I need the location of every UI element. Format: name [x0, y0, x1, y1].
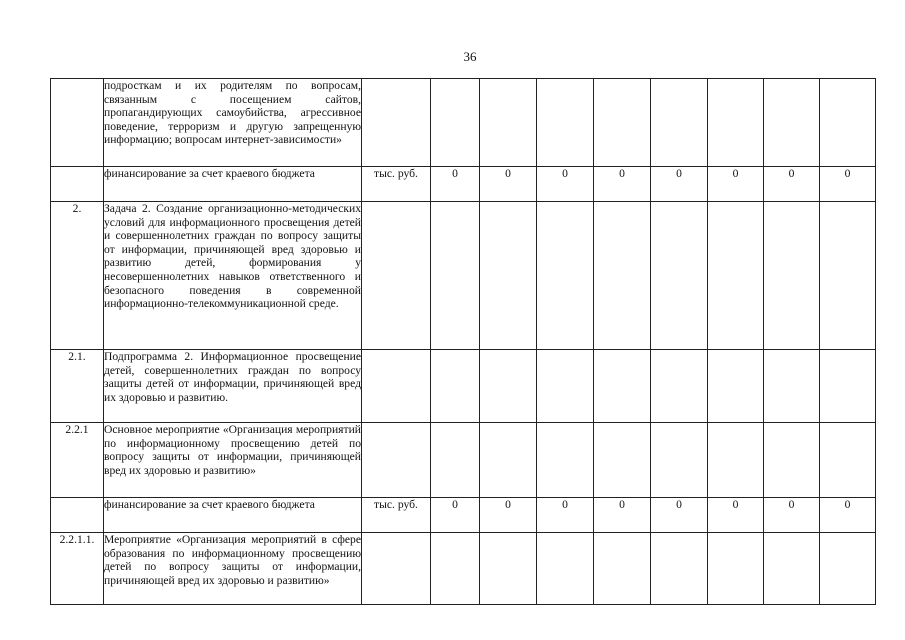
- value-cell: [764, 423, 820, 498]
- value-cell: [764, 350, 820, 423]
- value-cell: [764, 202, 820, 350]
- value-cell: [480, 423, 537, 498]
- value-cell: 0: [480, 167, 537, 202]
- table-row: [51, 423, 876, 498]
- value-cell: 0: [480, 498, 537, 533]
- table-row: [51, 350, 876, 423]
- value-cell: [820, 79, 876, 167]
- value-cell: [431, 79, 480, 167]
- value-cell: [480, 533, 537, 605]
- table-row: [51, 498, 876, 533]
- value-cell: 0: [594, 167, 651, 202]
- value-cell: 0: [651, 498, 708, 533]
- value-cell: [480, 350, 537, 423]
- value-cell: [820, 423, 876, 498]
- value-cell: [820, 533, 876, 605]
- value-cell: [594, 533, 651, 605]
- table-row: [51, 533, 876, 605]
- value-cell: [480, 202, 537, 350]
- value-cell: [537, 533, 594, 605]
- value-cell: [594, 79, 651, 167]
- value-cell: 0: [431, 167, 480, 202]
- value-cell: [651, 202, 708, 350]
- row-unit: [362, 202, 431, 350]
- value-cell: [708, 202, 764, 350]
- row-description: финансирование за счет краевого бюджета: [104, 167, 362, 202]
- value-cell: [537, 423, 594, 498]
- value-cell: [764, 79, 820, 167]
- value-cell: 0: [594, 498, 651, 533]
- row-unit: [362, 350, 431, 423]
- row-description: Основное мероприятие «Организация мероприятий по информационному просвещению детей по вопросу защиты от информации, причиняющей вред их здоровью и развитию»: [104, 423, 362, 498]
- value-cell: [594, 350, 651, 423]
- value-cell: [651, 79, 708, 167]
- value-cell: [431, 533, 480, 605]
- row-number: 2.2.1.1.: [51, 533, 104, 605]
- row-number: 2.: [51, 202, 104, 350]
- value-cell: [820, 202, 876, 350]
- value-cell: [431, 202, 480, 350]
- row-number: 2.1.: [51, 350, 104, 423]
- value-cell: 0: [651, 167, 708, 202]
- value-cell: [537, 202, 594, 350]
- row-unit: [362, 423, 431, 498]
- row-description: финансирование за счет краевого бюджета: [104, 498, 362, 533]
- value-cell: 0: [708, 498, 764, 533]
- value-cell: 0: [431, 498, 480, 533]
- value-cell: [708, 350, 764, 423]
- row-number: [51, 79, 104, 167]
- value-cell: [764, 533, 820, 605]
- value-cell: 0: [708, 167, 764, 202]
- value-cell: 0: [820, 498, 876, 533]
- row-description: подросткам и их родителям по вопросам, связанным с посещением сайтов, пропагандирующих самоубийства, агрессивное поведение, терроризм и другую запрещенную информацию; вопросам интернет-зависимости»: [104, 79, 362, 167]
- value-cell: [480, 79, 537, 167]
- value-cell: [651, 533, 708, 605]
- value-cell: [537, 79, 594, 167]
- value-cell: [431, 350, 480, 423]
- value-cell: [651, 350, 708, 423]
- page-number: 36: [463, 49, 477, 64]
- value-cell: [651, 423, 708, 498]
- table-row: [51, 79, 876, 167]
- table-row: [51, 202, 876, 350]
- table-row: [51, 167, 876, 202]
- value-cell: 0: [764, 498, 820, 533]
- row-number: [51, 167, 104, 202]
- program-table: [50, 78, 876, 605]
- row-description: Задача 2. Создание организационно-методических условий для информационного просвещения детей и совершеннолетних граждан по вопросу защиты от информации, причиняющей вред здоровью и развитию детей, формирования у несовершеннолетних навыков ответственного и безопасного поведения в современной информационно-телекоммуникационной среде.: [104, 202, 362, 350]
- value-cell: [820, 350, 876, 423]
- value-cell: [708, 423, 764, 498]
- row-description: Мероприятие «Организация мероприятий в сфере образования по информационному просвещению детей по вопросу защиты от информации, причиняющей вред их здоровью и развитию»: [104, 533, 362, 605]
- row-unit: [362, 533, 431, 605]
- row-description: Подпрограмма 2. Информационное просвещение детей, совершеннолетних граждан по вопросу защиты детей от информации, причиняющей вред их здоровью и развитию.: [104, 350, 362, 423]
- value-cell: [431, 423, 480, 498]
- value-cell: 0: [537, 498, 594, 533]
- row-unit: тыс. руб.: [362, 167, 431, 202]
- row-unit: [362, 79, 431, 167]
- value-cell: [594, 423, 651, 498]
- value-cell: [708, 533, 764, 605]
- row-number: 2.2.1: [51, 423, 104, 498]
- value-cell: [708, 79, 764, 167]
- value-cell: [594, 202, 651, 350]
- value-cell: 0: [820, 167, 876, 202]
- row-unit: тыс. руб.: [362, 498, 431, 533]
- value-cell: 0: [764, 167, 820, 202]
- value-cell: [537, 350, 594, 423]
- value-cell: 0: [537, 167, 594, 202]
- row-number: [51, 498, 104, 533]
